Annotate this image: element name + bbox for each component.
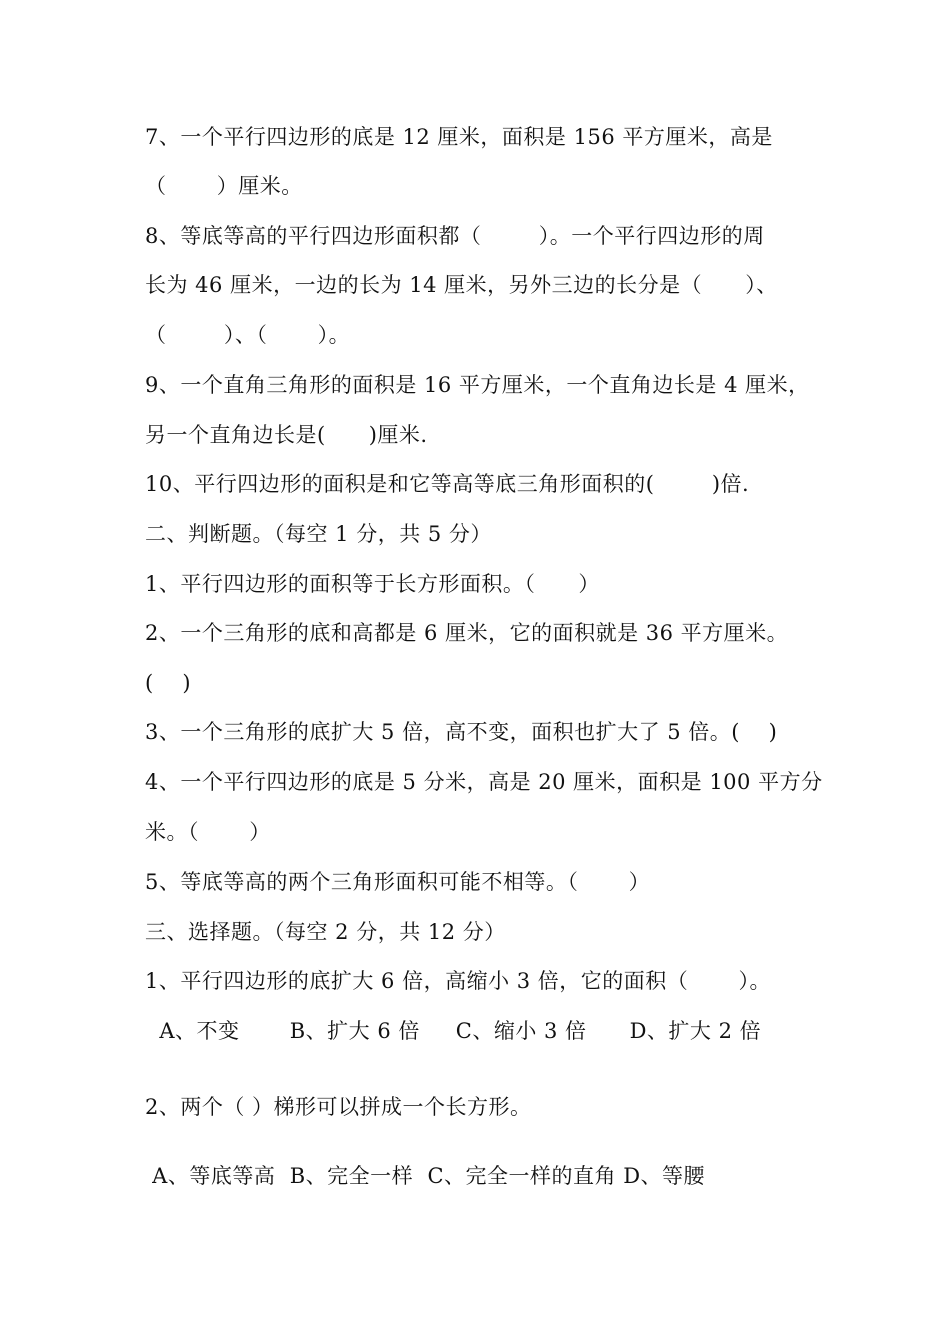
section-3-heading: 三、选择题。（每空 2 分，共 12 分）	[145, 920, 506, 944]
judge-4-line-2: 米。（ ）	[145, 820, 271, 844]
choice-1-question: 1、平行四边形的底扩大 6 倍，高缩小 3 倍，它的面积（ ）。	[145, 969, 772, 993]
question-7-line-1: 7、一个平行四边形的底是 12 厘米，面积是 156 平方厘米，高是	[145, 125, 773, 149]
question-8-line-3: （ ）、（ ）。	[145, 323, 351, 347]
judge-1-line: 1、平行四边形的面积等于长方形面积。（ ）	[145, 572, 600, 596]
judge-3-line: 3、一个三角形的底扩大 5 倍，高不变，面积也扩大了 5 倍。( )	[145, 720, 778, 744]
question-10-line: 10、平行四边形的面积是和它等高等底三角形面积的( )倍.	[145, 472, 750, 496]
choice-1-options: A、不变 B、扩大 6 倍 C、缩小 3 倍 D、扩大 2 倍	[145, 1019, 762, 1043]
choice-2-options: A、等底等高 B、完全一样 C、完全一样的直角 D、等腰	[145, 1164, 706, 1188]
judge-4-line-1: 4、一个平行四边形的底是 5 分米，高是 20 厘米，面积是 100 平方分	[145, 770, 823, 794]
choice-2-question: 2、两个（ ）梯形可以拼成一个长方形。	[145, 1095, 532, 1119]
section-2-heading: 二、判断题。（每空 1 分，共 5 分）	[145, 522, 492, 546]
question-9-line-1: 9、一个直角三角形的面积是 16 平方厘米，一个直角边长是 4 厘米，	[145, 373, 810, 397]
question-7-line-2: （ ）厘米。	[145, 174, 303, 198]
question-8-line-1: 8、等底等高的平行四边形面积都（ ）。一个平行四边形的周	[145, 224, 765, 248]
question-8-line-2: 长为 46 厘米，一边的长为 14 厘米，另外三边的长分是（ ）、	[145, 273, 778, 297]
judge-5-line: 5、等底等高的两个三角形面积可能不相等。（ ）	[145, 870, 651, 894]
question-9-line-2: 另一个直角边长是( )厘米.	[145, 423, 428, 447]
judge-2-line-2: ( )	[145, 671, 192, 695]
judge-2-line-1: 2、一个三角形的底和高都是 6 厘米，它的面积就是 36 平方厘米。	[145, 621, 789, 645]
